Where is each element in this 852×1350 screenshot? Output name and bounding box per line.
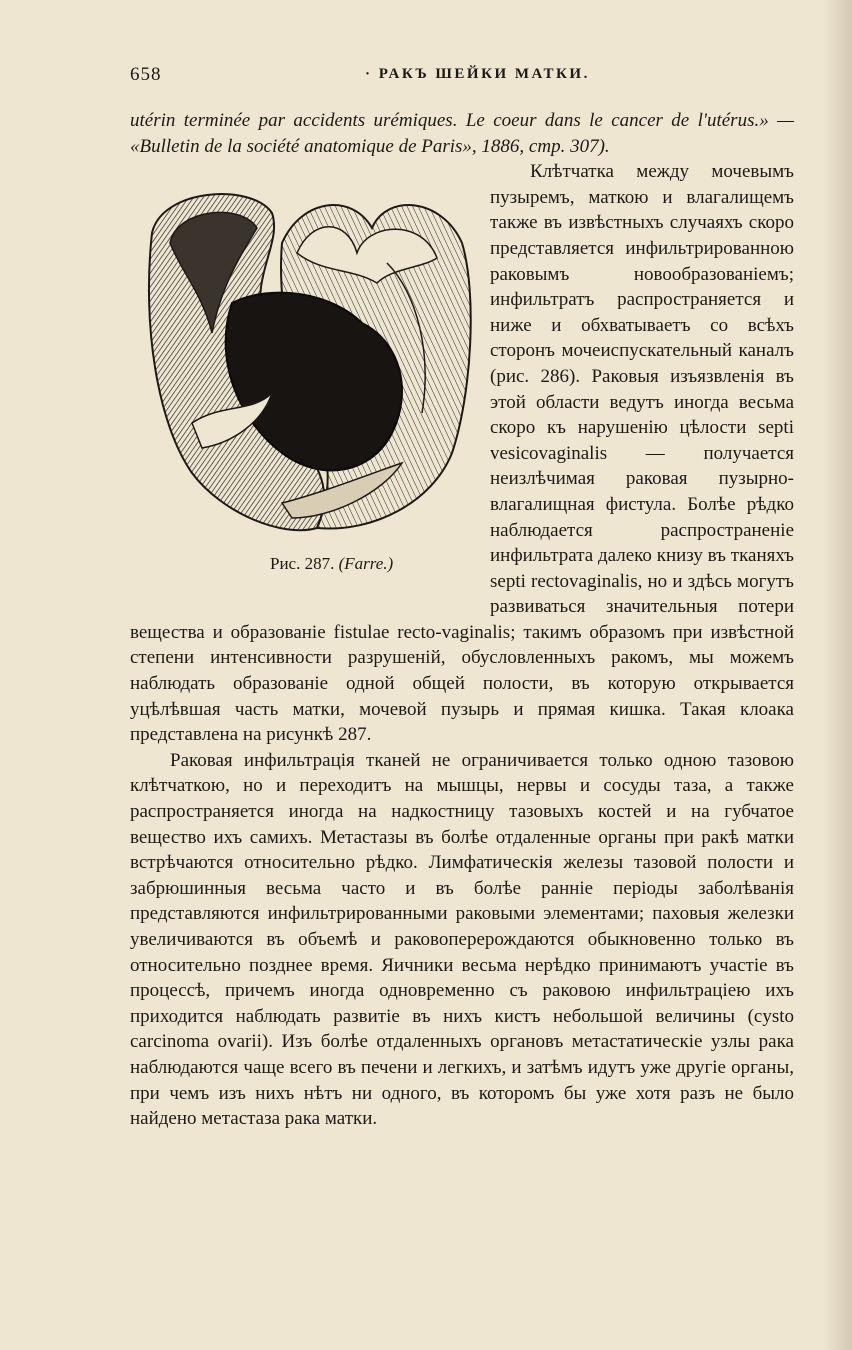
page-header (130, 64, 794, 88)
paragraph-1-text: Клѣтчатка между мочевымъ пузыремъ, маткою и влагалищемъ также въ извѣстныхъ случаяхъ скоро представляется инфильтрированною раковымъ новообразованіемъ; инфильтратъ распространяется и ниже и обхватываетъ со всѣхъ сторонъ мочеиспускательный каналъ (рис. 286). Раковыя изъязвленія въ этой области ведутъ иногда весьма скоро къ нарушенію цѣлости septi vesicovaginalis — получается неизлѣчимая раковая пузырно-влагалищная фистула. Болѣе рѣдко наблюдается распространеніе инфильтрата далеко книзу въ тканяхъ septi rectovaginalis, но и здѣсь могутъ развиваться значительныя потери вещества и образованіе fistulae recto-vaginalis; такимъ образомъ при извѣстной степени интенсивности разрушеній, обусловленныхъ ракомъ, мы можемъ наблюдать образованіе одной общей полости, въ которую открывается уцѣлѣвшая часть матки, мочевой пузырь и прямая кишка. Такая клоака представлена на рисункѣ 287. (130, 161, 794, 746)
figure-caption (230, 551, 393, 577)
paragraph-1 (130, 159, 794, 748)
running-head: · РАКЪ ШЕЙКИ МАТКИ. (365, 66, 590, 82)
paragraph-2: Раковая инфильтрація тканей не ограничивается только одною тазовою клѣтчаткою, но и переходитъ на мышцы, нервы и сосуды таза, а также распространяется иногда на надкостницу тазовыхъ костей и на губчатое вещество ихъ самихъ. Метастазы въ болѣе отдаленные органы при ракѣ матки встрѣчаются относительно рѣдко. Лимфатическія железы тазовой полости и забрюшинныя весьма часто и въ болѣе ранніе періоды заболѣванія представляются инфильтрированными раковыми элементами; паховыя железки увеличиваются въ объемѣ и раковоперерождаются обыкновенно только въ относительно позднее время. Яичники весьма нерѣдко принимаютъ участіе въ процессѣ, причемъ иногда одновременно съ раковою инфильтраціею ихъ приходится наблюдать развитіе въ нихъ кистъ небольшой величины (cysto carcinoma ovarii). Изъ болѣе отдаленныхъ органовъ метастатическіе узлы рака наблюдаются чаще всего въ печени и легкихъ, и затѣмъ идутъ уже другіе органы, при чемъ изъ нихъ нѣтъ ни одного, въ которомъ бы уже хотя разъ не было найдено метастаза рака матки. (130, 749, 794, 1130)
figure-287 (130, 165, 490, 603)
anatomical-illustration (132, 173, 477, 543)
caption-number: Рис. 287. (270, 554, 335, 574)
page-number: 658 (130, 64, 162, 85)
page-edge-shadow (822, 0, 852, 1350)
continuation-paragraph: utérin terminée par accidents urémiques. Le coeur dans le cancer de l'utérus.» — «Bulletin de la société anatomique de Paris», 1886, стр. 307). (130, 110, 794, 157)
page-body (130, 108, 794, 1132)
caption-author: (Farre.) (338, 554, 394, 574)
